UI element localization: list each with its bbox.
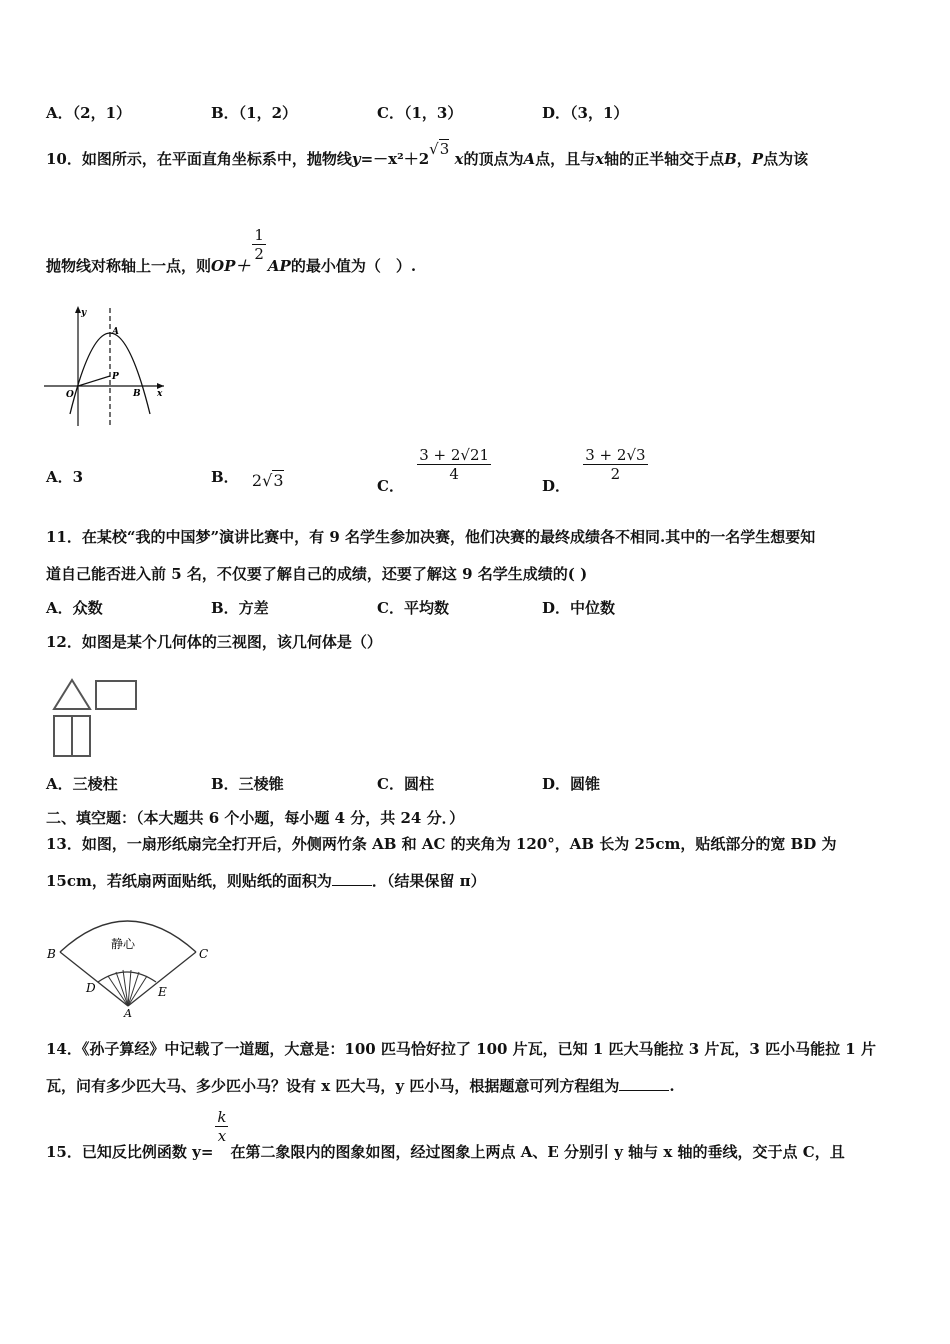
q10-half-fraction	[252, 226, 266, 263]
q13-fan-figure	[44, 906, 214, 1018]
fan-inner-arc	[98, 972, 156, 982]
q10-option-b-label: B．	[211, 468, 239, 486]
q10-label-a: A	[523, 150, 536, 168]
q10-line2-text-2: 的最小值为（ ）.	[290, 256, 417, 275]
q10-half-den: 2	[254, 245, 264, 263]
q10-formula-x: x	[454, 150, 464, 168]
fan-label-c: C	[199, 947, 209, 961]
q14-line-1: 14．《孙子算经》中记载了一道题，大意是：100 匹马恰好拉了 100 片瓦，已知 1 匹大马能拉 3 片瓦，3 匹小马能拉 1 片	[46, 1040, 876, 1058]
q10-option-c-label: C．	[377, 476, 404, 495]
q11-option-b: B．方差	[211, 599, 269, 617]
q10-label-x: x	[595, 150, 605, 168]
fig-label-b: B	[133, 389, 141, 399]
q10-label-b: B	[724, 150, 737, 168]
q11-option-c: C．平均数	[377, 599, 449, 617]
segment-op	[78, 376, 110, 386]
q10-option-d-num-pre: 3 + 2	[585, 446, 627, 464]
q10-sqrt: √3	[429, 140, 450, 158]
q10-option-b-value: 2√3	[251, 471, 284, 490]
q13-answer-blank[interactable]	[332, 885, 372, 886]
q10-option-b-rad: 3	[273, 471, 284, 490]
q9-option-c: C．（1，3）	[377, 104, 463, 122]
q13-line2-post: ．（结果保留 π）	[371, 872, 486, 890]
q9-option-d: D．（3，1）	[542, 104, 629, 122]
q10-label-p: P	[751, 150, 764, 168]
q14-line2-post: .	[669, 1077, 675, 1095]
fig-label-o: O	[66, 390, 74, 400]
q12-option-b: B．三棱锥	[211, 775, 284, 793]
q10-option-d-den: 2	[583, 464, 647, 483]
fan-label-d: D	[86, 981, 96, 995]
q14-line2-pre: 瓦，问有多少匹大马、多少匹小马？设有 x 匹大马，y 匹小马，根据题意可列方程组为	[46, 1077, 620, 1095]
q13-line2-pre: 15cm，若纸扇两面贴纸，则贴纸的面积为	[46, 872, 332, 890]
q10-text-1: 10．如图所示，在平面直角坐标系中，抛物线	[46, 150, 352, 168]
q10-option-c-den: 4	[417, 464, 491, 483]
q10-option-d-label: D．	[542, 476, 571, 495]
q10-option-c	[377, 446, 491, 495]
q15-k-over-x	[215, 1108, 228, 1145]
q10-formula-mid: =－x²＋2	[360, 150, 430, 168]
fan-label-b: B	[47, 947, 56, 961]
q10-text-3: 点，且与	[535, 150, 596, 168]
fig-label-x: x	[157, 389, 163, 399]
q15-post: 在第二象限内的图象如图，经过图象上两点 A、E 分别引 y 轴与 x 轴的垂线，交于点 C，且	[230, 1142, 845, 1161]
q12-option-a: A．三棱柱	[46, 775, 118, 793]
q10-option-a: A．3	[46, 468, 84, 486]
q10-option-d-num: 3 + 2√3	[585, 446, 646, 464]
q10-text-6: 点为该	[763, 150, 809, 168]
q10-option-b	[211, 466, 284, 490]
q10-sqrt-rad: 3	[439, 140, 450, 158]
q10-option-d	[542, 446, 648, 495]
q10-text-5: ，	[736, 150, 752, 168]
q10-option-c-num: 3 + 2√21	[419, 446, 490, 464]
q15-k: k	[217, 1108, 227, 1126]
q13-line-1: 13．如图，一扇形纸扇完全打开后，外侧两竹条 AB 和 AC 的夹角为 120°，AB 长为 25cm，贴纸部分的宽 BD 为	[46, 835, 837, 853]
q10-option-d-fraction	[583, 446, 647, 483]
q9-option-b: B．（1，2）	[211, 104, 298, 122]
q15-line-1	[46, 1108, 845, 1161]
front-view-triangle	[54, 680, 90, 709]
fan-rib-3	[123, 970, 128, 1006]
section-2-heading: 二、填空题：（本大题共 6 个小题，每小题 4 分，共 24 分．）	[46, 809, 465, 827]
q13-line-2	[46, 870, 486, 891]
q12-line-1: 12．如图是某个几何体的三视图，该几何体是（）	[46, 633, 382, 651]
q11-line-1: 11．在某校“我的中国梦”演讲比赛中，有 9 名学生参加决赛，他们决赛的最终成绩各不相同.其中的一名学生想要知	[46, 528, 816, 546]
q10-line2-text-1: 抛物线对称轴上一点，则	[46, 256, 212, 275]
q10-option-c-num-rad: 21	[469, 446, 490, 464]
q12-three-view-figure	[46, 672, 142, 762]
fan-rib-1	[108, 976, 128, 1006]
q10-option-c-fraction	[417, 446, 491, 483]
q10-op-label: OP＋	[211, 256, 251, 275]
q10-option-c-num-pre: 3 + 2	[419, 446, 461, 464]
fan-label-e: E	[158, 985, 167, 999]
q10-line-2	[46, 226, 417, 275]
q12-option-d: D．圆锥	[542, 775, 601, 793]
fig-label-a: A	[112, 327, 119, 337]
q14-answer-blank[interactable]	[619, 1090, 669, 1091]
fan-label-a: A	[124, 1007, 132, 1018]
q10-option-d-num-rad: 3	[636, 446, 646, 464]
q10-parabola-figure	[44, 302, 168, 430]
q10-half-num: 1	[254, 226, 264, 244]
q10-text-4: 轴的正半轴交于点	[604, 150, 725, 168]
q11-line-2: 道自己能否进入前 5 名，不仅要了解自己的成绩，还要了解这 9 名学生成绩的( )	[46, 565, 588, 583]
q10-option-b-coef: 2	[251, 471, 263, 490]
q10-ap-label: AP	[267, 256, 291, 275]
fan-rib-ab	[60, 952, 128, 1006]
q10-text-2: 的顶点为	[463, 150, 524, 168]
q15-pre: 15．已知反比例函数 y=	[46, 1142, 214, 1161]
fan-text: 静心	[111, 937, 136, 951]
q15-x: x	[215, 1126, 228, 1145]
q10-formula-y: y	[351, 150, 361, 168]
q11-option-d: D．中位数	[542, 599, 616, 617]
q14-line-2	[46, 1075, 675, 1096]
q10-line-1	[46, 140, 809, 169]
fig-label-p: P	[112, 372, 119, 382]
q9-option-a: A．（2，1）	[46, 104, 132, 122]
fig-label-y: y	[81, 308, 87, 318]
q12-option-c: C．圆柱	[377, 775, 434, 793]
fan-rib-6	[128, 976, 147, 1006]
q11-option-a: A．众数	[46, 599, 103, 617]
side-view-rectangle	[96, 681, 136, 709]
